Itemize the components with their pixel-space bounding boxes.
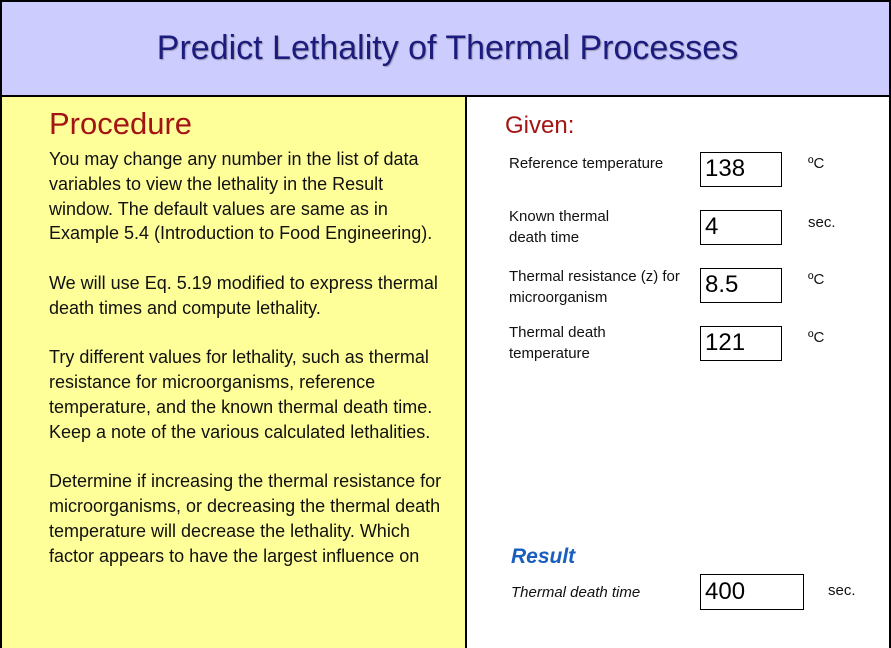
reference-temperature-label: Reference temperature (509, 155, 664, 172)
known-thermal-death-time-label: Known thermal death time (509, 208, 610, 246)
procedure-title: Procedure (49, 106, 193, 141)
thermal-resistance-input[interactable]: 8.5 (700, 268, 782, 303)
result-title: Result (511, 545, 576, 568)
thermal-death-temperature-unit: ºC (808, 329, 825, 346)
thermal-death-time-label: Thermal death time (511, 584, 641, 601)
reference-temperature-unit: ºC (808, 155, 825, 172)
known-thermal-death-time-unit: sec. (808, 214, 836, 231)
thermal-death-temperature-input[interactable]: 121 (700, 326, 782, 361)
procedure-paragraph: Try different values for lethality, such as thermal resistance for microorganisms, reference temperature, and the known thermal death time. Keep a note of the various calculated lethalities. (49, 347, 433, 442)
given-title: Given: (505, 112, 575, 139)
header-bar (0, 0, 891, 97)
thermal-death-time-unit: sec. (828, 582, 856, 599)
page-title: Predict Lethality of Thermal Processes (156, 29, 739, 67)
thermal-death-time-output: 400 (700, 574, 804, 610)
known-thermal-death-time-input[interactable]: 4 (700, 210, 782, 245)
procedure-paragraph: Determine if increasing the thermal resistance for microorganisms, or decreasing the thermal death temperature will decrease the lethality. Which factor appears to have the largest influence on (49, 471, 442, 566)
thermal-resistance-unit: ºC (808, 271, 825, 288)
procedure-paragraph: You may change any number in the list of data variables to view the lethality in the Result window. The default values are same as in Example 5.4 (Introduction to Food Engineering). (49, 149, 433, 244)
reference-temperature-input[interactable]: 138 (700, 152, 782, 187)
thermal-resistance-label: Thermal resistance (z) for microorganism (509, 268, 680, 306)
procedure-text (49, 147, 449, 593)
thermal-death-temperature-label: Thermal death temperature (509, 324, 606, 362)
procedure-paragraph: We will use Eq. 5.19 modified to express thermal death times and compute lethality. (49, 272, 438, 318)
